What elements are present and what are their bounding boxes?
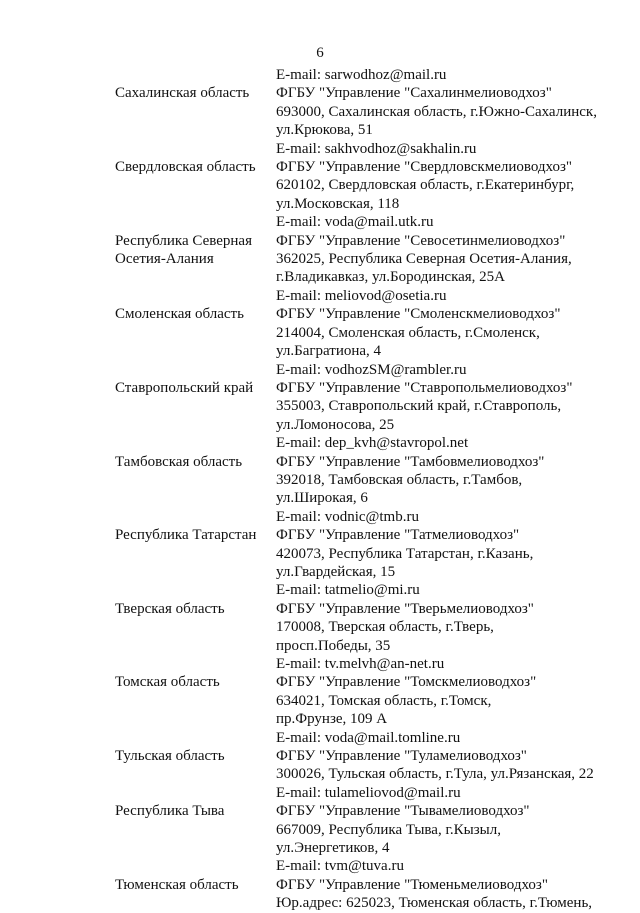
region-name: Тюменская область xyxy=(115,876,239,893)
region-name: Республика Татарстан xyxy=(115,527,257,544)
region-name xyxy=(0,66,276,84)
organization-details xyxy=(276,158,626,232)
detail-line: ФГБУ "Управление "Томскмелиоводхоз" xyxy=(276,674,537,691)
region-name: Свердловская область xyxy=(115,159,256,176)
directory-entry xyxy=(0,600,640,674)
organization-details xyxy=(276,876,626,913)
organization-details xyxy=(276,232,626,306)
detail-line: E-mail: sakhvodhoz@sakhalin.ru xyxy=(276,140,477,157)
directory-list xyxy=(0,66,640,913)
detail-line: 392018, Тамбовская область, г.Тамбов, xyxy=(276,471,523,488)
region-name: Тульская область xyxy=(115,748,225,765)
directory-entry xyxy=(0,876,640,913)
detail-line: 667009, Республика Тыва, г.Кызыл, xyxy=(276,821,501,838)
detail-line: ФГБУ "Управление "Туламелиоводхоз" xyxy=(276,748,527,765)
organization-details xyxy=(276,453,626,527)
region-name: Республика Тыва xyxy=(115,803,225,820)
detail-line: ФГБУ "Управление "Тверьмелиоводхоз" xyxy=(276,600,534,617)
directory-entry xyxy=(0,305,640,379)
detail-line: 634021, Томская область, г.Томск, xyxy=(276,692,492,709)
detail-line: просп.Победы, 35 xyxy=(276,637,391,654)
detail-line: E-mail: vodhozSM@rambler.ru xyxy=(276,361,467,378)
detail-line: E-mail: meliovod@osetia.ru xyxy=(276,287,447,304)
detail-line: E-mail: sarwodhoz@mail.ru xyxy=(276,67,447,83)
directory-entry xyxy=(0,453,640,527)
region-name: Тверская область xyxy=(115,600,225,617)
directory-entry xyxy=(0,379,640,453)
region-name: Смоленская область xyxy=(115,306,244,323)
organization-details xyxy=(276,526,626,600)
directory-entry xyxy=(0,747,640,802)
detail-line: ул.Широкая, 6 xyxy=(276,490,368,507)
directory-entry xyxy=(0,526,640,600)
organization-details xyxy=(276,305,626,379)
detail-line: 300026, Тульская область, г.Тула, ул.Рязанская, 22 xyxy=(276,766,594,783)
organization-details xyxy=(276,747,626,802)
detail-line: 693000, Сахалинская область, г.Южно-Сахалинск, xyxy=(276,103,597,120)
region-name: Ставропольский край xyxy=(115,379,254,396)
detail-line: ФГБУ "Управление "Сахалинмелиоводхоз" xyxy=(276,85,552,102)
detail-line: ул.Гвардейская, 15 xyxy=(276,563,396,580)
detail-line: ул.Энергетиков, 4 xyxy=(276,840,390,857)
region-name: Тамбовская область xyxy=(115,453,243,470)
page-number: 6 xyxy=(316,45,324,61)
directory-entry xyxy=(0,802,640,876)
detail-line: ул.Багратиона, 4 xyxy=(276,343,382,360)
detail-line: E-mail: voda@mail.tomline.ru xyxy=(276,729,461,746)
detail-line: ФГБУ "Управление "Тамбовмелиоводхоз" xyxy=(276,453,545,470)
detail-line: 620102, Свердловская область, г.Екатеринбург, xyxy=(276,177,575,194)
detail-line: ул.Московская, 118 xyxy=(276,195,400,212)
detail-line: 355003, Ставропольский край, г.Ставрополь, xyxy=(276,398,562,415)
detail-line: ФГБУ "Управление "Севосетинмелиоводхоз" xyxy=(276,232,566,249)
detail-line: ФГБУ "Управление "Тюменьмелиоводхоз" xyxy=(276,876,548,893)
detail-line: ФГБУ "Управление "Тывамелиоводхоз" xyxy=(276,803,530,820)
organization-details xyxy=(276,84,626,158)
directory-entry xyxy=(0,84,640,158)
detail-line: пр.Фрунзе, 109 А xyxy=(276,711,388,728)
directory-entry xyxy=(0,158,640,232)
detail-line: 170008, Тверская область, г.Тверь, xyxy=(276,619,494,636)
directory-entry xyxy=(0,232,640,306)
detail-line: E-mail: tulameliovod@mail.ru xyxy=(276,784,461,801)
directory-entry xyxy=(0,673,640,747)
organization-details xyxy=(276,600,626,674)
directory-entry xyxy=(0,66,640,84)
organization-details xyxy=(276,802,626,876)
detail-line: ФГБУ "Управление "Свердловскмелиоводхоз" xyxy=(276,159,573,176)
detail-line: 214004, Смоленская область, г.Смоленск, xyxy=(276,324,540,341)
region-name: Республика Северная Осетия-Алания xyxy=(115,232,252,268)
detail-line: ФГБУ "Управление "Ставропольмелиоводхоз" xyxy=(276,379,573,396)
detail-line: E-mail: tvm@tuva.ru xyxy=(276,858,404,875)
region-name: Томская область xyxy=(115,674,220,691)
detail-line: Юр.адрес: 625023, Тюменская область, г.Тюмень, xyxy=(276,895,593,912)
detail-line: E-mail: dep_kvh@stavropol.net xyxy=(276,435,469,452)
detail-line: ул.Крюкова, 51 xyxy=(276,122,373,139)
detail-line: 420073, Республика Татарстан, г.Казань, xyxy=(276,545,534,562)
detail-line: 362025, Республика Северная Осетия-Алания, xyxy=(276,251,572,268)
detail-line: ул.Ломоносова, 25 xyxy=(276,416,395,433)
detail-line: E-mail: vodnic@tmb.ru xyxy=(276,508,419,525)
organization-details xyxy=(276,673,626,747)
detail-line: г.Владикавказ, ул.Бородинская, 25А xyxy=(276,269,506,286)
detail-line: E-mail: voda@mail.utk.ru xyxy=(276,214,434,231)
region-name: Сахалинская область xyxy=(115,85,250,102)
organization-details xyxy=(276,379,626,453)
detail-line: ФГБУ "Управление "Смоленскмелиоводхоз" xyxy=(276,306,561,323)
organization-details xyxy=(276,66,626,84)
detail-line: E-mail: tatmelio@mi.ru xyxy=(276,582,420,599)
detail-line: ФГБУ "Управление "Татмелиоводхоз" xyxy=(276,527,520,544)
detail-line: E-mail: tv.melvh@an-net.ru xyxy=(276,656,445,672)
